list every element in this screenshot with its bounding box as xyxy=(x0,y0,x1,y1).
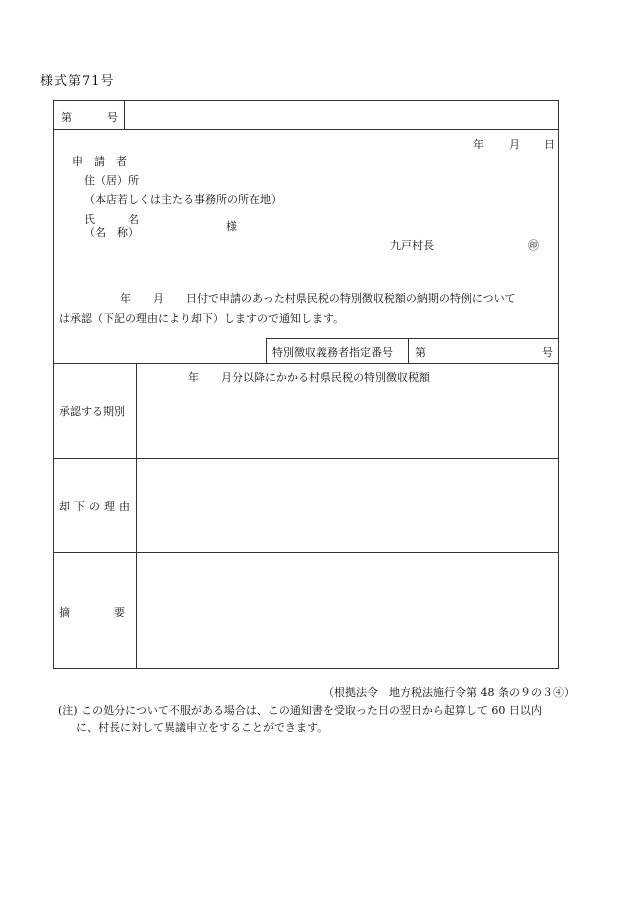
row-divider-1 xyxy=(54,458,558,459)
form-number: 様式第71号 xyxy=(40,74,115,89)
notice-line-2: は承認（下記の理由により却下）しますので通知します。 xyxy=(59,312,345,325)
reject-reason-label: 却下の理由 xyxy=(59,500,134,513)
date-day: 日 xyxy=(544,138,555,151)
applicant-label: 申 請 者 xyxy=(72,155,127,168)
note-line-1: (注) この処分について不服がある場合は、この通知書を受取った日の翌日から起算して 60 日以内 xyxy=(58,704,542,717)
seal-mark: ㊞ xyxy=(528,239,539,252)
notice-line-1: 年 月 日付で申請のあった村県民税の特別徴収税額の納期の特例について xyxy=(120,292,516,305)
number-suffix: 号 xyxy=(107,111,118,124)
designation-label: 特別徴収義務者指定番号 xyxy=(272,346,393,359)
name-label-sub: （名 称） xyxy=(84,226,139,239)
honorific: 様 xyxy=(226,220,237,233)
approved-period-label: 承認する期別 xyxy=(59,405,125,418)
row-divider-2 xyxy=(54,552,558,553)
name-label: 氏 名 xyxy=(84,213,139,226)
number-prefix: 第 xyxy=(61,111,72,124)
header-divider xyxy=(54,129,558,130)
approved-period-text: 年 月分以降にかかる村県民税の特別徴収税額 xyxy=(188,371,430,384)
address-note: （本店若しくは主たる事務所の所在地） xyxy=(84,193,282,206)
designation-top-line xyxy=(266,338,558,339)
label-column-line xyxy=(136,363,137,668)
legal-basis: （根拠法令 地方税法施行令第 48 条の９の３④） xyxy=(323,686,575,699)
summary-label: 摘 要 xyxy=(59,606,125,619)
designation-suffix: 号 xyxy=(542,346,553,359)
issuer-name: 九戸村長 xyxy=(390,239,434,252)
designation-left-line xyxy=(266,338,267,363)
form-frame xyxy=(53,100,559,669)
designation-mid-line xyxy=(408,338,409,363)
address-label: 住（居）所 xyxy=(84,174,139,187)
header-vertical xyxy=(124,101,125,129)
date-year: 年 xyxy=(473,138,484,151)
date-month: 月 xyxy=(509,138,520,151)
note-line-2: に、村長に対して異議申立をすることができます。 xyxy=(76,721,329,734)
designation-prefix: 第 xyxy=(415,346,426,359)
body-divider xyxy=(54,363,558,364)
